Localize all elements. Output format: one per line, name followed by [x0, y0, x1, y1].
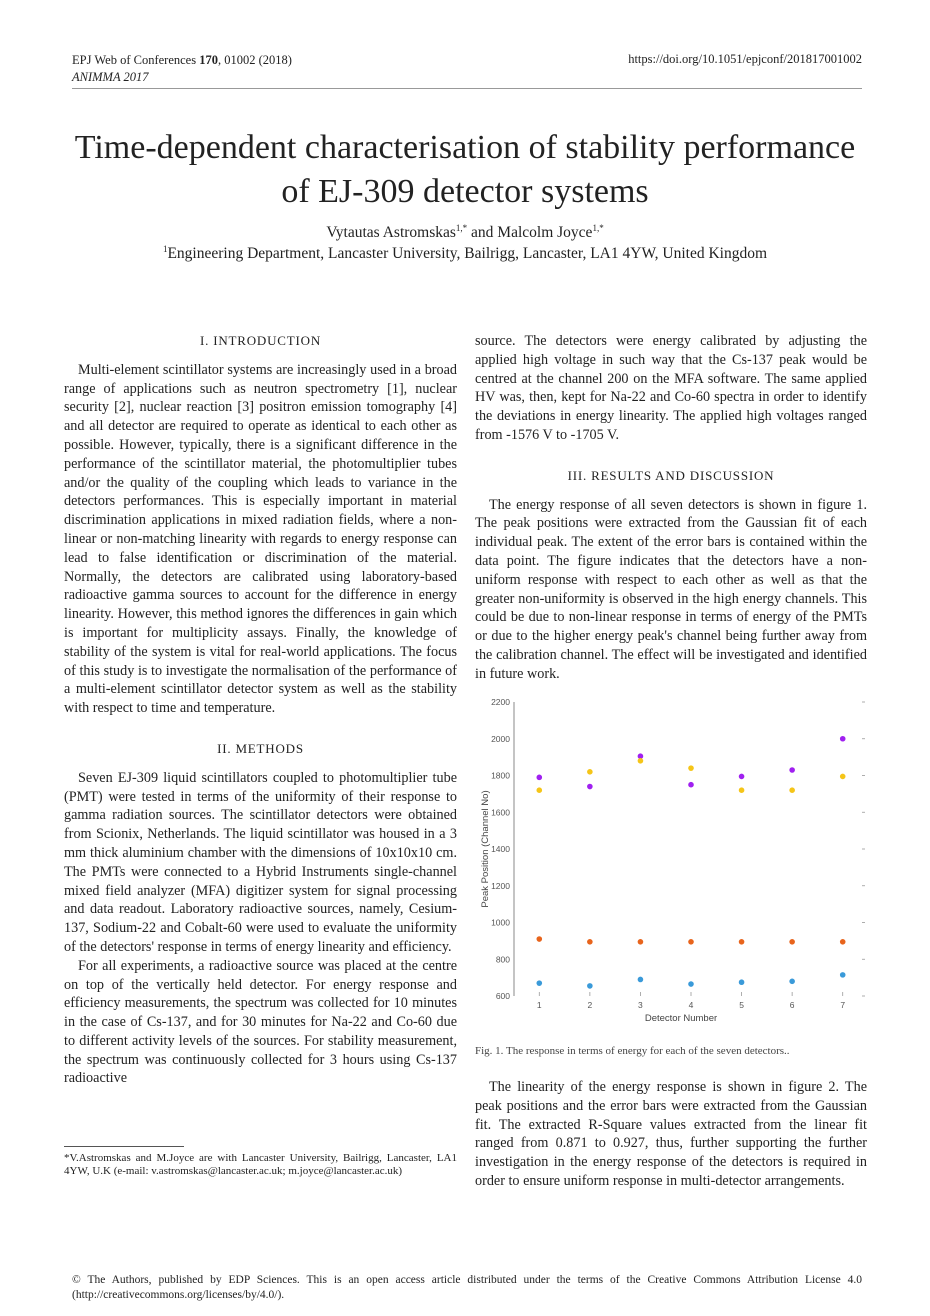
methods-paragraph-continued: source. The detectors were energy calibrated by adjusting the applied high voltage in such way that the Cs-137 peak would be centred at the channel 200 on the MFA software. The same applied HV was, then, kept for Na-22 and Co-60 spectra in order to identify the deviations in energy linearity. The applied high voltages ranged from -1576 V to -1705 V.: [475, 333, 867, 443]
right-column-lower: [475, 1078, 867, 1191]
author-list: [60, 224, 870, 242]
x-tick-label: 6: [789, 1000, 795, 1010]
methods-paragraph: Seven EJ-309 liquid scintillators coupled to photomultiplier tube (PMT) were tested in terms of the uniformity of their response to gamma radiation sources. The scintillator detectors were obtained from Scionix, Netherlands. The liquid scintillator was housed in a 3 mm thick aluminium chamber with the dimensions of 10x10x10 cm. The PMTs were connected to a Hybrid Instruments single-channel mixed field analyzer (MFA) digitizer system for signal processing and data readout. Laboratory radioactive sources, namely, Cesium-137, Sodium-22 and Cobalt-60 were used to evaluate the uniformity of the detectors' response in terms of energy linearity and efficiency.: [64, 769, 457, 955]
author-conjunction: and: [467, 224, 498, 241]
y-tick-label: 800: [495, 954, 510, 965]
figure-1: [472, 690, 872, 1035]
results-paragraph: The linearity of the energy response is shown in figure 2. The peak positions and the error bars were extracted from the Gaussian fit. The extracted R-Square values extracted from the linear fit ranged from 0.871 to 0.927, thus, further supporting the further investigation in the energy response of the detectors is required in order to ensure uniform response in multi-detector arrangements.: [475, 1079, 867, 1189]
journal-header: [72, 52, 292, 86]
data-point: [638, 758, 644, 764]
methods-paragraph: For all experiments, a radioactive source was placed at the centre on top of the vertically held detector. For energy response and efficiency measurements, the spectrum was collected for 10 minutes in the case of Cs-137, and for 30 minutes for Na-22 and Co-60 due to different activity levels of the sources. For stability measurement, the spectrum was continuously collected for 3 hours using Cs-137 radioactive: [64, 957, 457, 1087]
data-point: [739, 979, 745, 985]
data-point: [688, 981, 694, 987]
journal-name: EPJ Web of Conferences: [72, 53, 197, 67]
figure-caption: Fig. 1. The response in terms of energy for each of the seven detectors..: [475, 1045, 790, 1057]
article-number: , 01002 (2018): [217, 53, 292, 67]
data-point: [587, 983, 593, 989]
x-tick-label: 5: [739, 1000, 744, 1010]
data-point: [536, 980, 542, 986]
author-affil-mark: 1,*: [592, 222, 604, 233]
y-tick-label: 1200: [491, 880, 510, 891]
journal-volume: 170: [199, 53, 218, 67]
affiliation-text: Engineering Department, Lancaster University, Bailrigg, Lancaster, LA1 4YW, United Kingdom: [167, 245, 768, 262]
data-point: [840, 736, 846, 742]
energy-response-chart: [472, 690, 872, 1035]
data-point: [688, 782, 694, 788]
section-heading-methods: II. METHODS: [217, 740, 304, 756]
section-heading-results: III. RESULTS AND DISCUSSION: [567, 467, 775, 483]
data-point: [789, 787, 795, 793]
y-axis-label: Peak Position (Channel No): [480, 790, 491, 908]
author-affil-mark: 1,*: [455, 222, 468, 233]
section-heading-introduction: I. INTRODUCTION: [199, 333, 322, 348]
x-tick-label: 2: [587, 1000, 593, 1010]
y-tick-label: 2200: [491, 697, 510, 707]
data-point: [840, 774, 846, 780]
y-tick-label: 600: [495, 991, 510, 1001]
author-name: Vytautas Astromskas: [326, 224, 456, 241]
license-footer: © The Authors, published by EDP Sciences. This is an open access article distributed under the terms of the Creative Commons Attribution License 4.0 (http://creativecommons.org/licenses/by/4.0/).: [72, 1274, 862, 1301]
y-tick-label: 1000: [491, 917, 510, 928]
data-point: [587, 784, 593, 790]
affiliation-mark: 1: [162, 243, 168, 254]
data-point: [638, 939, 644, 945]
data-point: [739, 787, 745, 793]
author-name: Malcolm Joyce: [497, 224, 593, 241]
author-footnote: *V.Astromskas and M.Joyce are with Lancaster University, Bailrigg, Lancaster, LA1 4YW, U.K (e-mail: v.astromskas@lancaster.ac.uk; m.joyce@lancaster.ac.uk): [64, 1152, 457, 1177]
conference-name: ANIMMA 2017: [72, 70, 149, 84]
footnote-divider: [64, 1146, 184, 1147]
data-point: [587, 769, 593, 775]
paper-title: Time-dependent characterisation of stability performance of EJ-309 detector systems: [74, 129, 856, 210]
data-point: [840, 972, 846, 978]
data-point: [536, 787, 542, 793]
data-point: [536, 936, 542, 942]
y-tick-label: 1800: [491, 770, 510, 781]
right-column: [475, 332, 867, 684]
doi-link[interactable]: https://doi.org/10.1051/epjconf/201817001002: [628, 52, 862, 66]
x-tick-label: 4: [688, 1000, 694, 1010]
data-point: [688, 939, 694, 945]
data-point: [789, 939, 795, 945]
x-tick-label: 7: [840, 1000, 846, 1010]
header-divider: [72, 88, 862, 89]
data-point: [739, 774, 745, 780]
results-paragraph: The energy response of all seven detectors is shown in figure 1. The peak positions were extracted from the Gaussian fit of each individual peak. The extent of the error bars is contained within the data point. The figure indicates that the detectors have a non-uniform response with respect to each other as well as that the greater non-uniformity is observed in the high energy channels. This could be due to non-linear response in terms of energy of the PMTs or due to the higher energy peak's channel being further away from the calibration channel. The effect will be investigated and identified in future work.: [475, 496, 867, 682]
y-tick-label: 2000: [491, 733, 510, 744]
data-point: [739, 939, 745, 945]
left-column: [64, 332, 457, 1088]
intro-paragraph: Multi-element scintillator systems are increasingly used in a broad range of applications such as neutron spectrometry [1], nuclear security [2], nuclear reaction [3] positron emission tomography [4] and all detector are required to operate as identical to each other as possible. However, typically, there is a significant difference in the performance of the scintillator material, the photomultiplier tubes and/or the quality of the coupling which leads to variance in the detectors performances. This is especially important in material discrimination applications in mixed radiation fields, where a non-linear or non-matching linearity with regards to energy response can lead to false identification or discrimination of the material. Normally, the detectors are calibrated using laboratory-based radioactive gamma sources to account for the difference in energy linearity. However, this method ignores the differences in gain which is important for multiplicity assays. Finally, the knowledge of stability of the system is vital for real-world applications. The focus of this study is to investigate the normalisation of the performance of a multi-element scintillator detector system as well as the stability with respect to time and temperature.: [64, 361, 457, 717]
affiliation: [60, 245, 870, 263]
data-point: [536, 775, 542, 781]
y-tick-label: 1600: [491, 807, 510, 818]
x-tick-label: 1: [536, 1000, 542, 1010]
data-point: [638, 977, 644, 983]
x-tick-label: 3: [638, 1000, 643, 1010]
y-tick-label: 1400: [491, 844, 510, 854]
data-point: [587, 939, 593, 945]
data-point: [789, 767, 795, 773]
data-point: [688, 765, 694, 771]
data-point: [840, 939, 846, 945]
data-point: [789, 979, 795, 985]
x-axis-label: Detector Number: [644, 1013, 718, 1024]
